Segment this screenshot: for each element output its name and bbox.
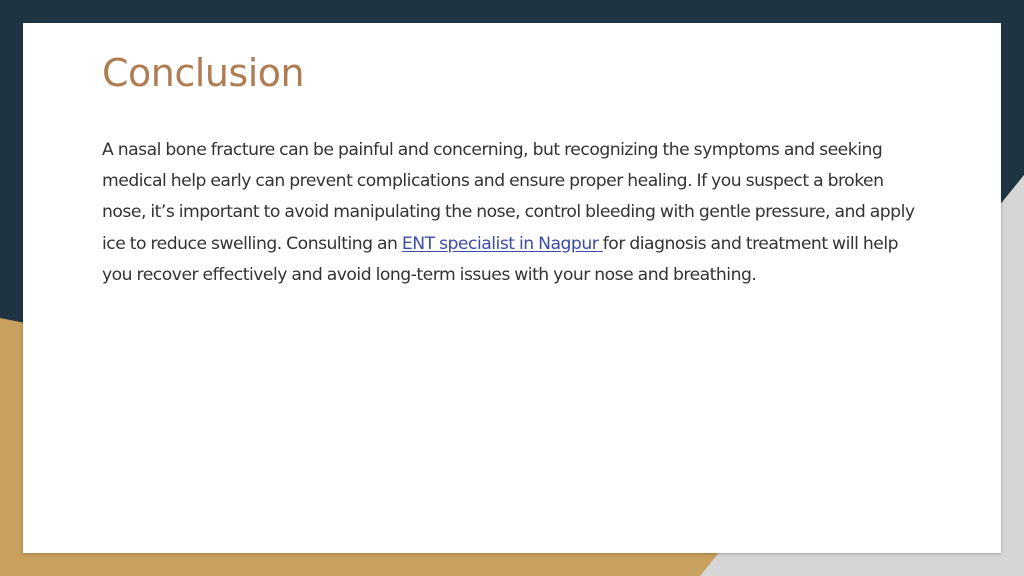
ent-specialist-link[interactable]: ENT specialist in Nagpur <box>401 233 603 254</box>
slide-card <box>23 23 1001 553</box>
slide-title: Conclusion <box>102 51 305 95</box>
paragraph-text-start: A nasal bone fracture can be painful and concerning, but recognizing the symptoms and seeking medical help early can prevent complications and ensure proper healing. If you suspect a broken nose, it’s important to avoid manipulating the nose, control bleeding with gentle pressure, and apply ice to reduce swelling. Consulting an <box>102 140 915 254</box>
paragraph-text-end: for diagnosis and treatment will help you recover effectively and avoid long-term issues with your nose and breathing. <box>102 233 899 285</box>
conclusion-paragraph <box>102 135 930 291</box>
